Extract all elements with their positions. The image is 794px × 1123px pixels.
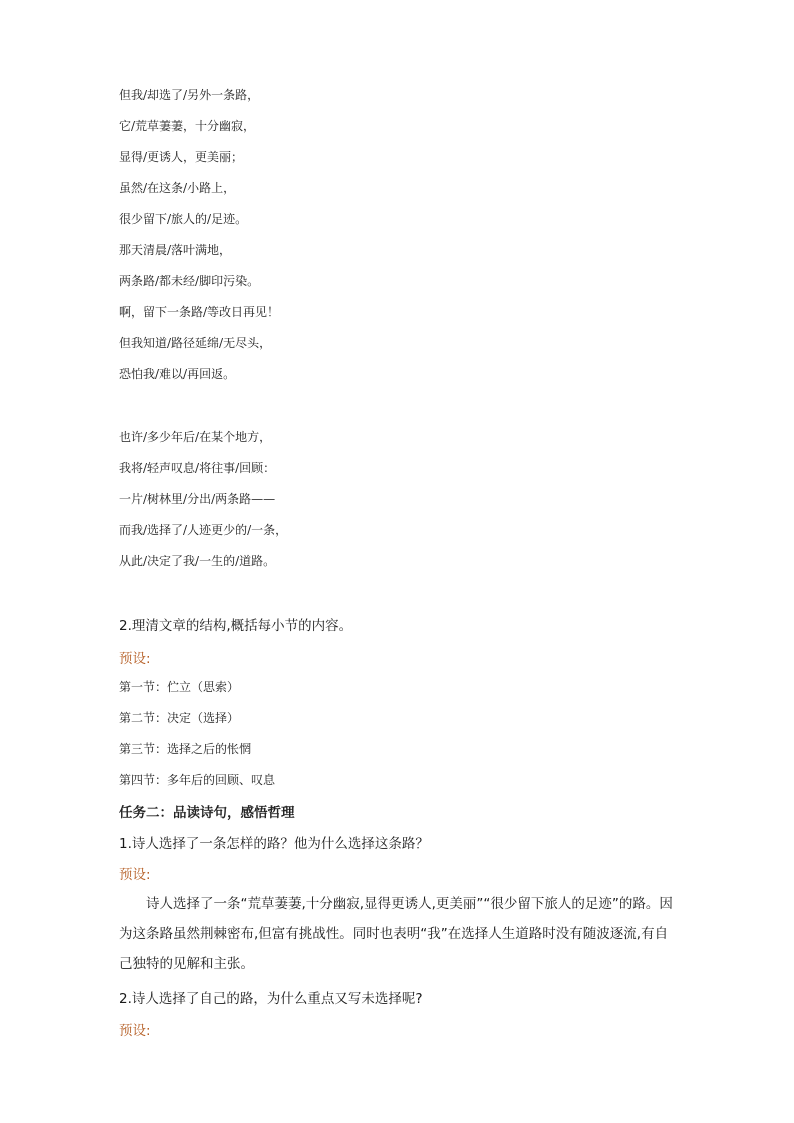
section-summary: 第三节：选择之后的怅惘 [119, 742, 252, 756]
poem-line: 恐怕我/难以/再回返。 [119, 367, 236, 381]
poem-line: 虽然/在这条/小路上， [119, 181, 236, 195]
preset-label: 预设: [119, 1023, 151, 1039]
poem-line: 很少留下/旅人的/足迹。 [119, 212, 248, 226]
poem-line: 但我/却选了/另外一条路， [119, 88, 260, 102]
poem-line: 而我/选择了/人迹更少的/一条， [119, 523, 288, 537]
task-heading: 任务二：品读诗句，感悟哲理 [119, 805, 295, 821]
poem-line: 也许/多少年后/在某个地方， [119, 430, 272, 444]
poem-line: 显得/更诱人，更美丽； [119, 150, 244, 164]
section-summary: 第四节：多年后的回顾、叹息 [119, 773, 276, 787]
poem-line: 那天清晨/落叶满地， [119, 243, 232, 257]
preset-label: 预设: [119, 867, 151, 883]
section-summary: 第一节：伫立（思索） [119, 680, 240, 694]
poem-line: 两条路/都未经/脚印污染。 [119, 274, 260, 288]
task2-question-1: 1.诗人选择了一条怎样的路？他为什么选择这条路？ [119, 836, 429, 852]
answer-paragraph: 诗人选择了一条“荒草萋萋,十分幽寂,显得更诱人,更美丽”“很少留下旅人的足迹”的路。因为这条路虽然荆棘密布,但富有挑战性。同时也表明“我”在选择人生道路时没有随波逐流,有自己独特的见解和主张。 [119, 896, 673, 972]
poem-line: 从此/决定了我/一生的/道路。 [119, 554, 276, 568]
poem-line: 它/荒草萋萋，十分幽寂， [119, 119, 256, 133]
poem-line: 我将/轻声叹息/将往事/回顾： [119, 461, 276, 475]
section-summary: 第二节：决定（选择） [119, 711, 240, 725]
poem-line: 啊，留下一条路/等改日再见！ [119, 305, 280, 319]
poem-line: 一片/树林里/分出/两条路—— [119, 492, 276, 506]
question-2: 2.理清文章的结构,概括每小节的内容。 [119, 618, 353, 634]
task2-question-2: 2.诗人选择了自己的路，为什么重点又写未选择呢? [119, 991, 423, 1007]
preset-label: 预设: [119, 651, 151, 667]
poem-line: 但我知道/路径延绵/无尽头， [119, 336, 272, 350]
